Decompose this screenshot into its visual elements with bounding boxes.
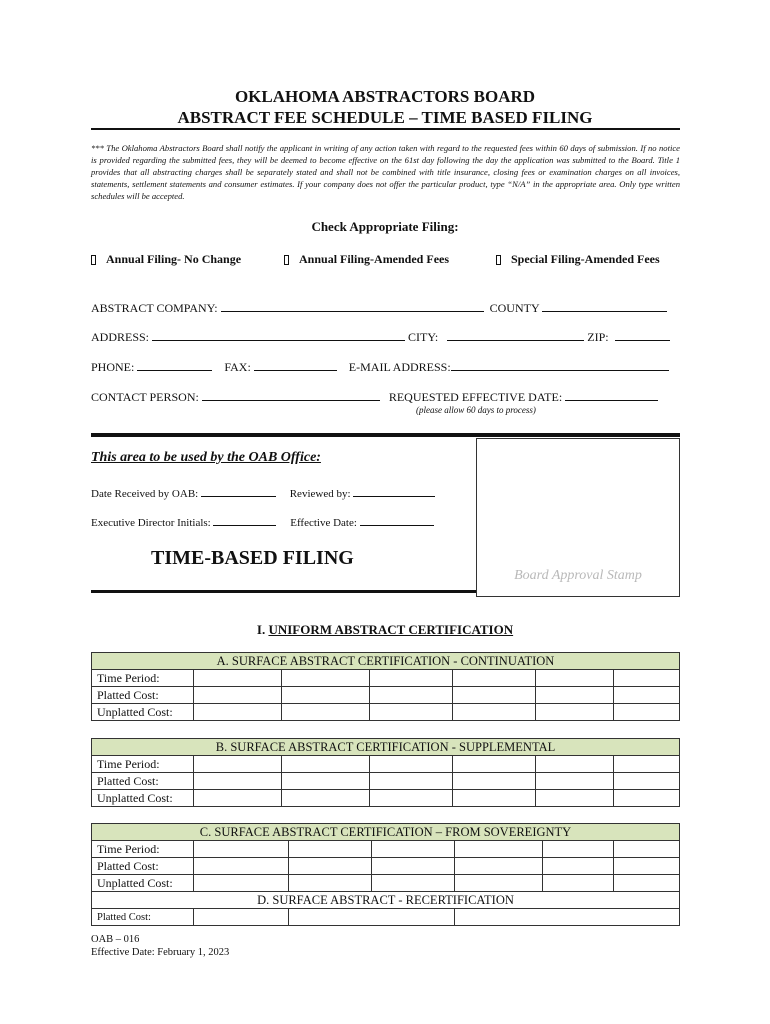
option-special-amended[interactable] — [496, 252, 660, 267]
row-label: Time Period: — [92, 756, 194, 773]
table-cell[interactable] — [455, 858, 543, 875]
table-cell[interactable] — [453, 756, 536, 773]
email-label: E-MAIL ADDRESS: — [348, 360, 451, 374]
table-cell[interactable] — [614, 687, 680, 704]
filing-heading: Check Appropriate Filing: — [311, 219, 459, 234]
table-cell[interactable] — [194, 790, 282, 807]
stamp-label: Board Approval Stamp — [514, 568, 642, 583]
table-cell[interactable] — [536, 687, 614, 704]
table-d-title: D. SURFACE ABSTRACT - RECERTIFICATION — [92, 892, 680, 909]
table-cell[interactable] — [614, 858, 680, 875]
table-cell[interactable] — [282, 790, 370, 807]
option-annual-no-change[interactable] — [91, 252, 241, 267]
table-cell[interactable] — [536, 704, 614, 721]
form-id: OAB – 016 — [91, 934, 140, 945]
table-cell[interactable] — [282, 670, 370, 687]
table-cell[interactable] — [614, 841, 680, 858]
effective-date-label: Effective Date: — [290, 517, 357, 529]
checkbox-annual-no-change[interactable] — [91, 255, 96, 265]
table-a-title: A. SURFACE ABSTRACT CERTIFICATION - CONTINUATION — [92, 653, 680, 670]
table-cell[interactable] — [370, 670, 453, 687]
table-cell[interactable] — [372, 841, 455, 858]
table-cell[interactable] — [453, 704, 536, 721]
table-cell[interactable] — [372, 858, 455, 875]
phone-field[interactable] — [137, 360, 212, 371]
table-cell[interactable] — [455, 909, 680, 926]
checkbox-special-amended[interactable] — [496, 255, 501, 265]
effective-label: REQUESTED EFFECTIVE DATE: — [388, 390, 563, 404]
table-cell[interactable] — [370, 790, 453, 807]
date-received-field[interactable] — [201, 486, 276, 497]
table-cell[interactable] — [194, 858, 289, 875]
table-cell[interactable] — [372, 875, 455, 892]
row-label: Unplatted Cost: — [92, 790, 194, 807]
table-cell[interactable] — [282, 756, 370, 773]
table-cell[interactable] — [455, 841, 543, 858]
table-cell[interactable] — [194, 756, 282, 773]
director-initials-field[interactable] — [213, 515, 276, 526]
table-cell[interactable] — [543, 875, 614, 892]
table-cell[interactable] — [614, 875, 680, 892]
footer-effective-date: Effective Date: February 1, 2023 — [91, 947, 230, 958]
option-label: Annual Filing-Amended Fees — [299, 252, 450, 266]
table-cell[interactable] — [194, 841, 289, 858]
document-title: OKLAHOMA ABSTRACTORS BOARD — [234, 87, 536, 106]
address-row — [91, 330, 670, 345]
table-cell[interactable] — [536, 756, 614, 773]
company-field[interactable] — [221, 301, 484, 312]
phone-label: PHONE: — [91, 360, 135, 374]
table-cell[interactable] — [194, 670, 282, 687]
filing-type-title: TIME-BASED FILING — [151, 547, 354, 569]
contact-field[interactable] — [202, 390, 380, 401]
company-label: ABSTRACT COMPANY: — [91, 301, 218, 315]
table-cell[interactable] — [289, 858, 372, 875]
row-label: Platted Cost: — [92, 858, 194, 875]
row-label: Time Period: — [92, 841, 194, 858]
office-row-1 — [91, 486, 435, 500]
approval-stamp-box — [476, 438, 680, 597]
table-cell[interactable] — [370, 687, 453, 704]
row-label: Platted Cost: — [92, 909, 194, 926]
director-initials-label: Executive Director Initials: — [91, 517, 211, 529]
zip-label: ZIP: — [587, 330, 609, 344]
table-cell[interactable] — [455, 875, 543, 892]
row-label: Unplatted Cost: — [92, 875, 194, 892]
date-received-label: Date Received by OAB: — [91, 488, 199, 500]
table-cell[interactable] — [614, 790, 680, 807]
section-heading — [0, 622, 770, 638]
table-cell[interactable] — [194, 875, 289, 892]
table-cell[interactable] — [453, 790, 536, 807]
table-cell[interactable] — [282, 773, 370, 790]
office-divider-top — [91, 433, 680, 437]
address-field[interactable] — [152, 330, 405, 341]
table-cell[interactable] — [289, 875, 372, 892]
address-label: ADDRESS: — [91, 330, 150, 344]
phone-row — [91, 360, 669, 375]
table-cell[interactable] — [614, 773, 680, 790]
table-cell[interactable] — [282, 687, 370, 704]
table-cell[interactable] — [536, 670, 614, 687]
checkbox-annual-amended[interactable] — [284, 255, 289, 265]
row-label: Unplatted Cost: — [92, 704, 194, 721]
table-cell[interactable] — [282, 704, 370, 721]
zip-field[interactable] — [615, 330, 670, 341]
table-cell[interactable] — [614, 704, 680, 721]
table-cell[interactable] — [194, 773, 282, 790]
table-cell[interactable] — [289, 841, 372, 858]
contact-label: CONTACT PERSON: — [91, 390, 199, 404]
fax-label: FAX: — [224, 360, 251, 374]
title-divider — [91, 128, 680, 130]
county-label: COUNTY — [489, 301, 540, 315]
table-c-title: C. SURFACE ABSTRACT CERTIFICATION – FROM SOVEREIGNTY — [92, 824, 680, 841]
section-title: UNIFORM ABSTRACT CERTIFICATION — [268, 622, 514, 637]
table-cell[interactable] — [289, 909, 455, 926]
table-cell[interactable] — [453, 773, 536, 790]
row-label: Platted Cost: — [92, 773, 194, 790]
reviewed-by-label: Reviewed by: — [289, 488, 351, 500]
table-cell[interactable] — [194, 909, 289, 926]
table-cell[interactable] — [370, 773, 453, 790]
option-label: Special Filing-Amended Fees — [511, 252, 660, 266]
city-label: CITY: — [408, 330, 439, 344]
table-cell[interactable] — [614, 670, 680, 687]
effective-field[interactable] — [565, 390, 658, 401]
office-divider-bottom — [91, 590, 476, 593]
county-field[interactable] — [542, 301, 667, 312]
document-subtitle: ABSTRACT FEE SCHEDULE – TIME BASED FILING — [177, 108, 593, 127]
table-cell[interactable] — [370, 756, 453, 773]
row-label: Platted Cost: — [92, 687, 194, 704]
table-cell[interactable] — [536, 790, 614, 807]
table-cell[interactable] — [536, 773, 614, 790]
table-cell[interactable] — [543, 858, 614, 875]
table-cell[interactable] — [453, 687, 536, 704]
table-cell[interactable] — [370, 704, 453, 721]
effective-note: (please allow 60 days to process) — [416, 405, 536, 415]
email-field[interactable] — [451, 360, 669, 371]
company-row — [91, 301, 667, 316]
table-d-header-row — [92, 892, 680, 909]
table-b — [91, 738, 680, 807]
office-row-2 — [91, 515, 434, 529]
table-cell[interactable] — [543, 841, 614, 858]
notice-paragraph: *** The Oklahoma Abstractors Board shall notify the applicant in writing of any action taken with regard to the requested fees within 60 days of submission. If no notice is provided regarding the submitted fees, they will be deemed to become effective on the 61st day following the day the application was submitted to the Board. Title 1 provides that all abstracting charges shall be separately stated and shall not be combined with title insurance, closing fees or examination charges on all invoices, statements, settlement statements and consumer estimates. If your company does not offer the particular product, type “N/A” in the appropriate area. Only type written schedules will be accepted. — [91, 143, 680, 201]
option-label: Annual Filing- No Change — [106, 252, 242, 266]
table-c — [91, 823, 680, 926]
reviewed-by-field[interactable] — [353, 486, 435, 497]
table-cell[interactable] — [614, 756, 680, 773]
option-annual-amended[interactable] — [284, 252, 449, 267]
table-cell[interactable] — [194, 704, 282, 721]
effective-date-field[interactable] — [360, 515, 434, 526]
table-b-title: B. SURFACE ABSTRACT CERTIFICATION - SUPPLEMENTAL — [92, 739, 680, 756]
fax-field[interactable] — [254, 360, 337, 371]
section-number: I. — [256, 622, 266, 637]
contact-row — [91, 390, 658, 405]
row-label: Time Period: — [92, 670, 194, 687]
city-field[interactable] — [447, 330, 584, 341]
table-cell[interactable] — [453, 670, 536, 687]
table-a — [91, 652, 680, 721]
table-cell[interactable] — [194, 687, 282, 704]
office-heading: This area to be used by the OAB Office: — [91, 450, 321, 465]
